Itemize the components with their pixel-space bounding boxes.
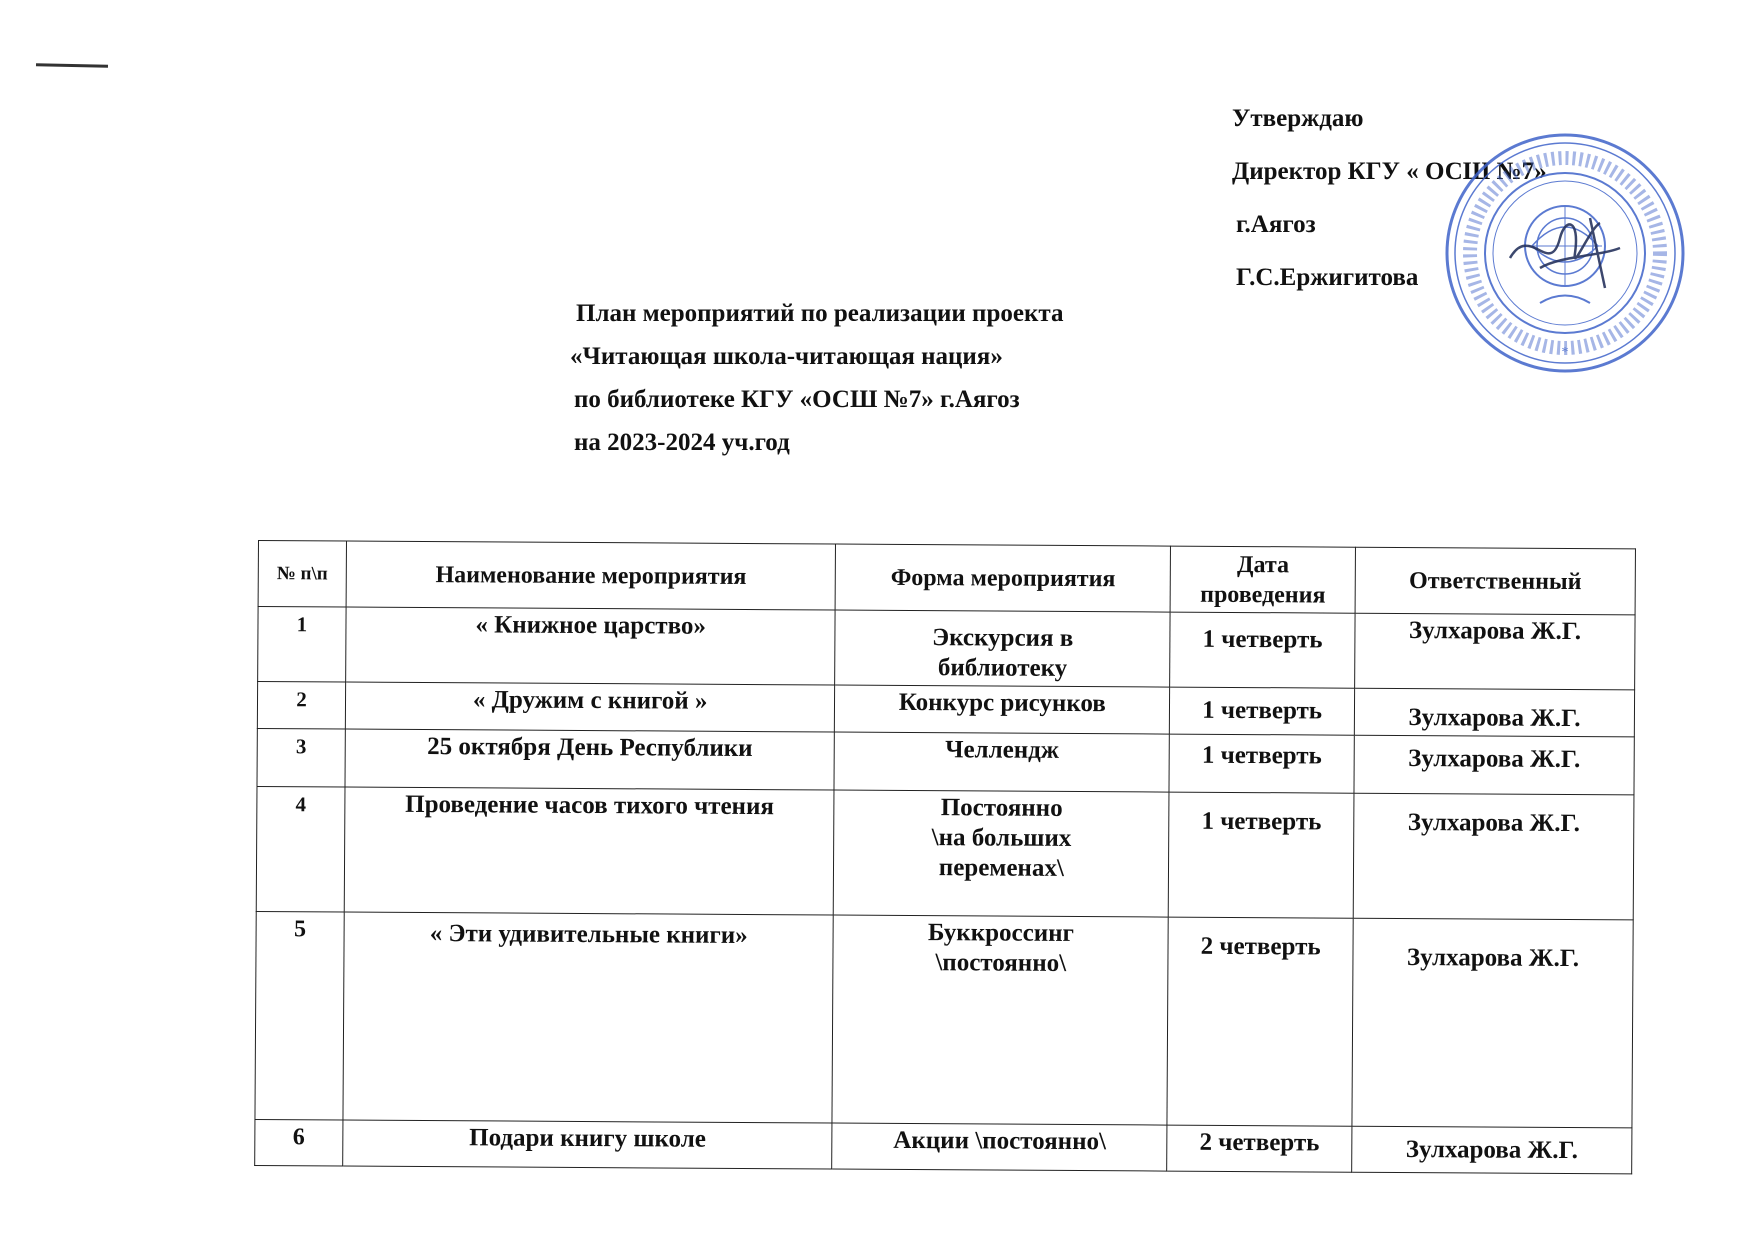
table-row	[258, 607, 1635, 690]
row-event-form: Конкурс рисунков	[835, 685, 1170, 734]
row-date: 2 четверть	[1167, 917, 1353, 1126]
row-responsible: Зулхарова Ж.Г.	[1354, 735, 1634, 795]
header-date: Дата проведения	[1170, 546, 1355, 613]
row-number: 3	[257, 728, 345, 787]
row-event-name: « Дружим с книгой »	[345, 682, 835, 732]
row-responsible: Зулхарова Ж.Г.	[1355, 613, 1635, 690]
header-event-form: Форма мероприятия	[836, 544, 1171, 612]
table-header-row	[258, 541, 1635, 615]
document-title	[570, 292, 1063, 464]
row-date: 1 четверть	[1170, 687, 1355, 735]
row-responsible: Зулхарова Ж.Г.	[1353, 793, 1634, 920]
row-event-name: « Книжное царство»	[346, 607, 836, 685]
table-row	[257, 728, 1634, 794]
row-date: 1 четверть	[1168, 792, 1354, 918]
row-date: 2 четверть	[1167, 1125, 1352, 1172]
title-line-year: на 2023-2024 уч.год	[574, 429, 790, 456]
row-date: 1 четверть	[1170, 612, 1355, 688]
row-number: 6	[255, 1119, 343, 1166]
row-number: 2	[257, 682, 345, 730]
row-event-name: 25 октября День Республики	[345, 729, 835, 790]
events-table	[254, 540, 1636, 1174]
row-date: 1 четверть	[1169, 734, 1354, 793]
row-responsible: Зулхарова Ж.Г.	[1354, 688, 1634, 737]
title-line-plan: План мероприятий по реализации проекта	[576, 300, 1064, 327]
row-event-form: Челлендж	[834, 732, 1169, 792]
title-line-library: по библиотеке КГУ «ОСШ №7» г.Аягоз	[574, 386, 1020, 413]
row-event-form: Акции \постоянно\	[832, 1123, 1167, 1171]
row-responsible: Зулхарова Ж.Г.	[1352, 918, 1633, 1128]
table-row	[257, 682, 1634, 737]
row-event-form: Экскурсия в библиотеку	[835, 610, 1170, 687]
table-row	[255, 1119, 1632, 1173]
title-line-project: «Читающая школа-читающая нация»	[570, 343, 1003, 370]
row-event-name: Подари книгу школе	[343, 1120, 833, 1169]
approval-line-approve: Утверждаю	[1232, 105, 1364, 132]
row-responsible: Зулхарова Ж.Г.	[1352, 1126, 1632, 1174]
row-number: 4	[256, 786, 345, 912]
header-responsible: Ответственный	[1355, 547, 1635, 615]
svg-text:*: *	[1561, 345, 1569, 360]
official-seal	[1440, 128, 1690, 378]
scan-mark	[36, 63, 108, 68]
row-event-name: Проведение часов тихого чтения	[344, 787, 834, 915]
approval-line-signatory: Г.С.Ержигитова	[1236, 264, 1419, 291]
row-event-form: Постоянно \на больших переменах\	[834, 790, 1169, 917]
approval-line-city: г.Аягоз	[1236, 211, 1316, 238]
approval-line-director: Директор КГУ « ОСШ №7»	[1232, 158, 1547, 185]
row-event-form: Буккроссинг \постоянно\	[832, 915, 1168, 1125]
header-number: № п\п	[258, 541, 346, 608]
table-row	[256, 786, 1634, 919]
row-number: 1	[258, 607, 346, 683]
row-number: 5	[255, 911, 344, 1120]
header-event-name: Наименование мероприятия	[346, 541, 836, 610]
table-row	[255, 911, 1633, 1127]
row-event-name: « Эти удивительные книги»	[343, 912, 834, 1123]
